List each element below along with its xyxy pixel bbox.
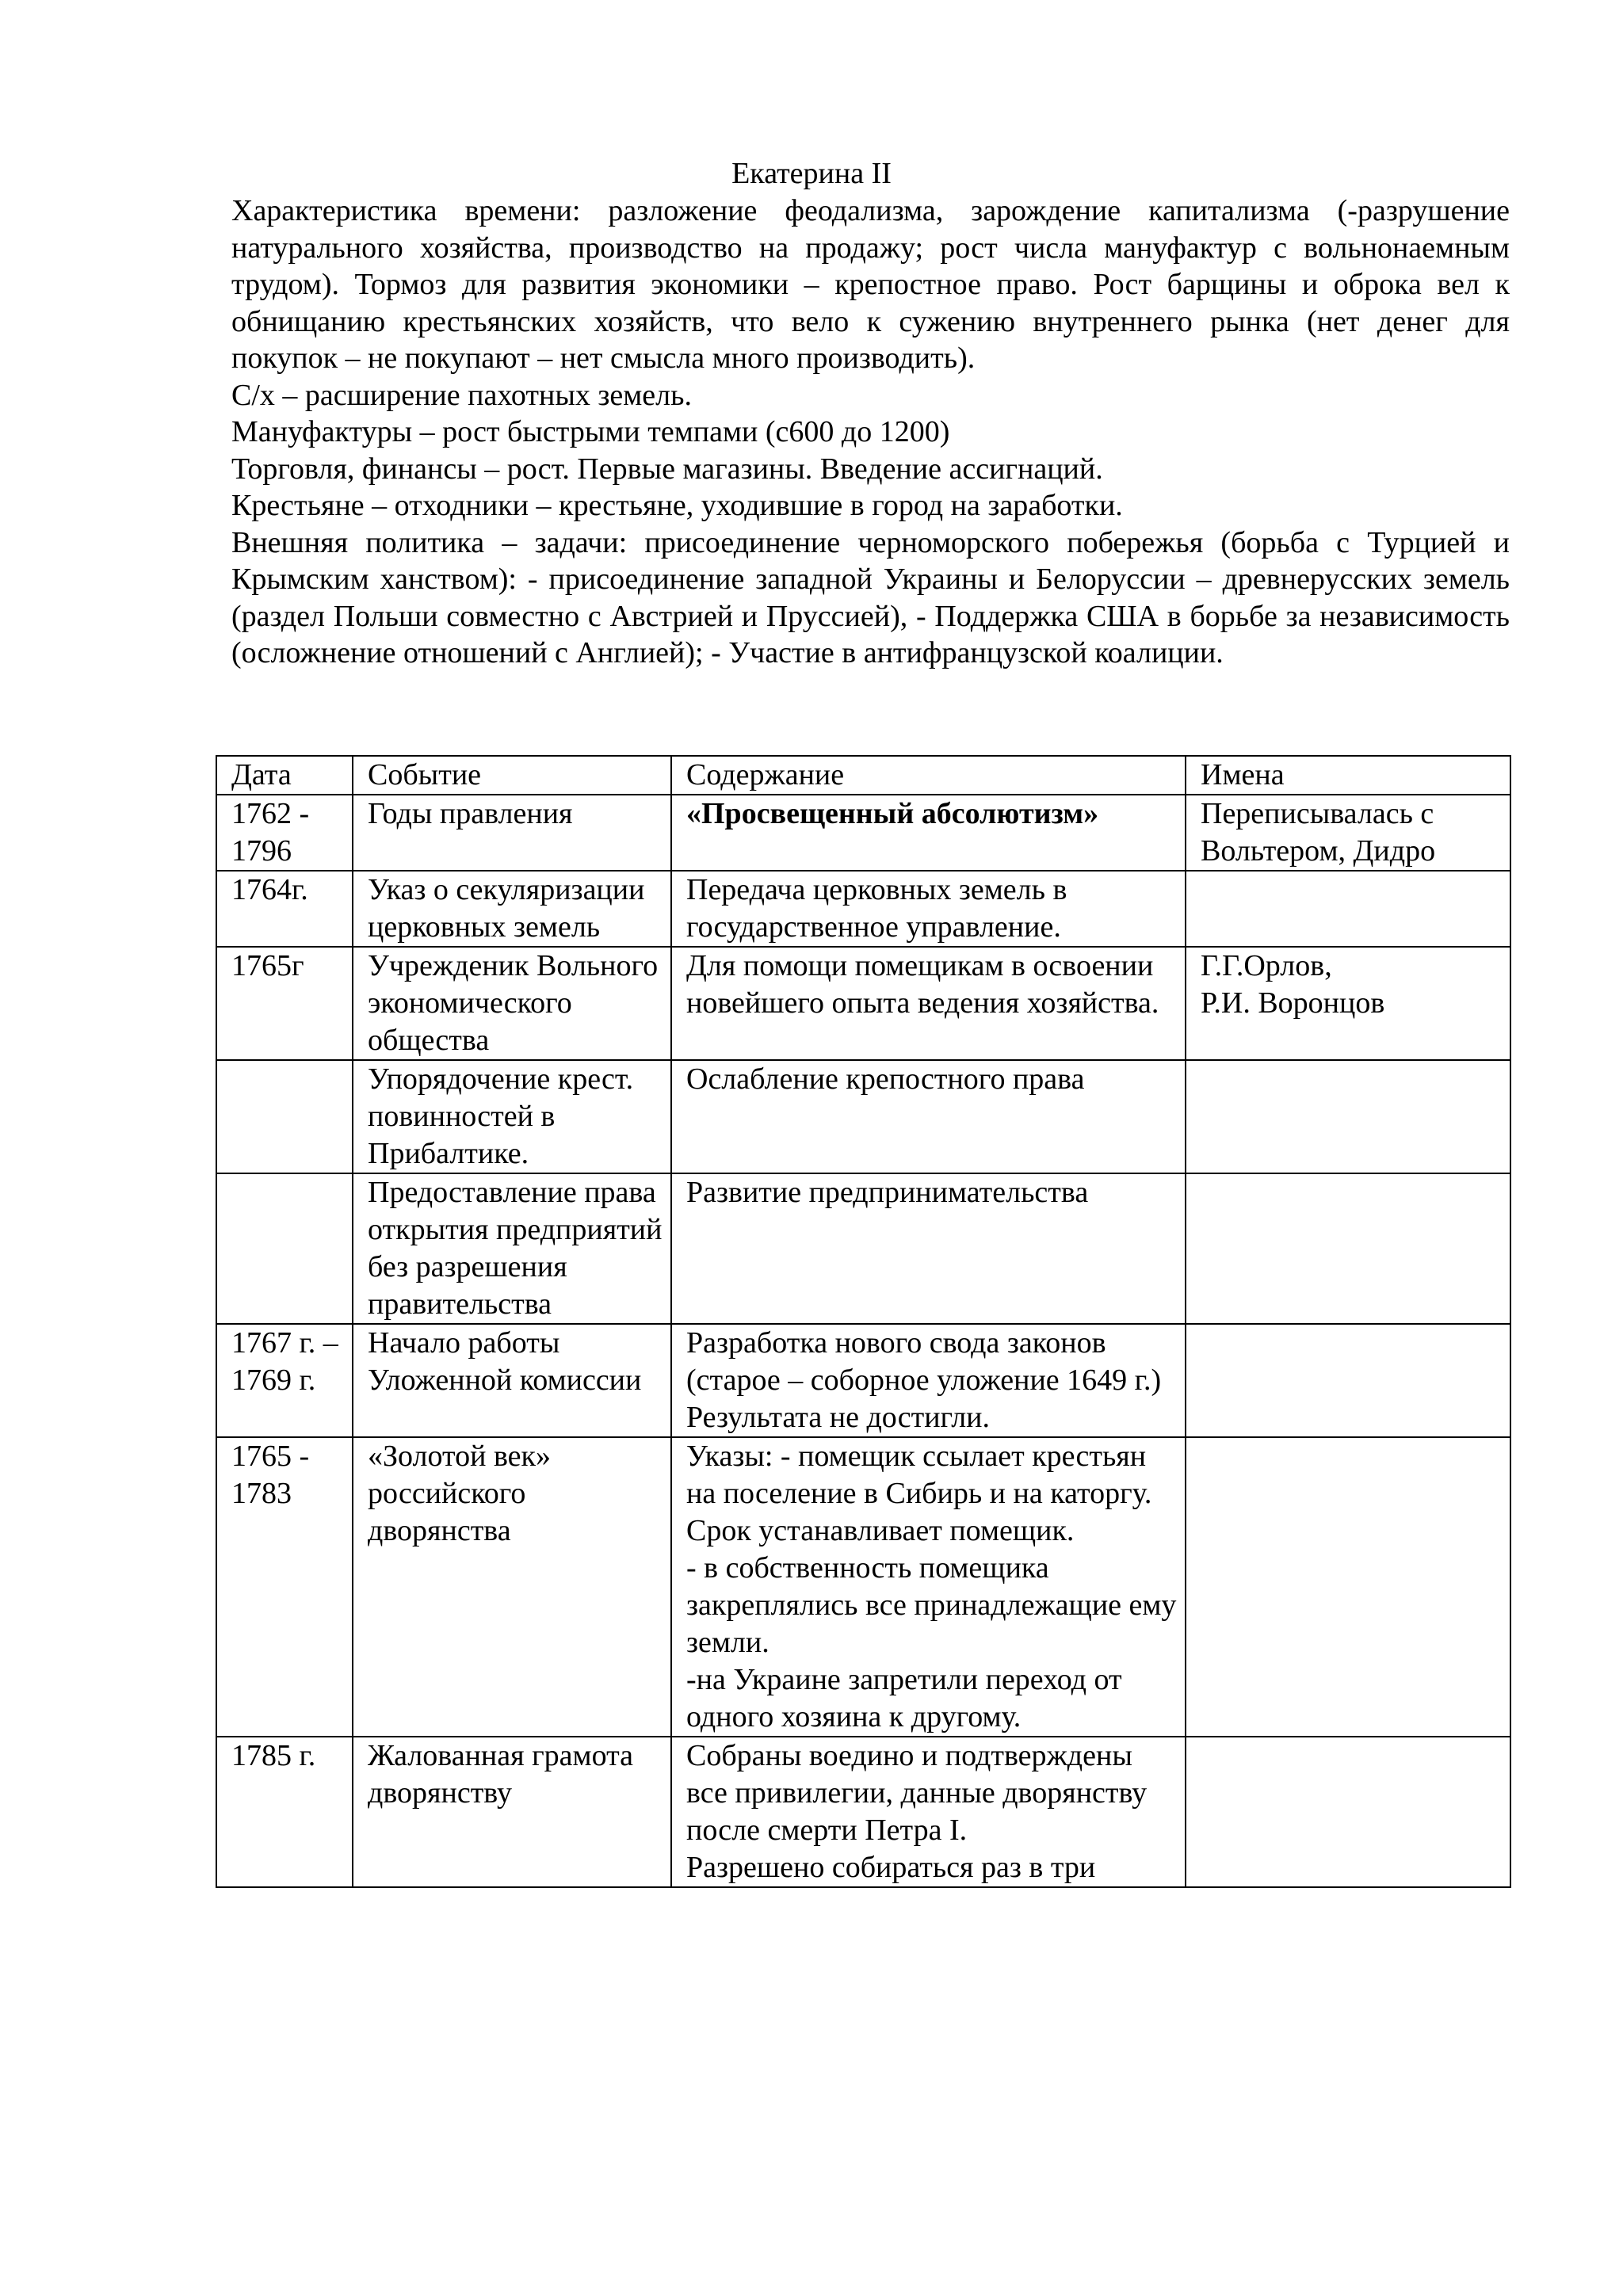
row-content — [671, 947, 1186, 1060]
table-row — [216, 1060, 1510, 1173]
intro-section — [231, 193, 1510, 672]
row-names — [1186, 1173, 1510, 1324]
row-content — [671, 1060, 1186, 1173]
row-event: Жалованная грамота дворянству — [353, 1737, 671, 1887]
content-line: Развитие предпринимательства — [686, 1176, 1089, 1209]
intro-characteristic: Характеристика времени: разложение феодализма, зарождение капитализма (-разрушение натурального хозяйства, производство на продажу; рост числа мануфактур с вольнонаемным трудом). Тормоз для развития экономики – крепостное право. Рост барщины и оброка вел к обнищанию крестьянских хозяйств, что вело к сужению внутреннего рынка (нет денег для покупок – не покупают – нет смысла много производить). — [231, 194, 1510, 375]
content-line: Для помощи помещикам в освоении новейшего опыта ведения хозяйства. — [686, 949, 1159, 1020]
content-line: Результата не достигли. — [686, 1401, 990, 1434]
header-names: Имена — [1186, 756, 1510, 795]
row-content — [671, 1737, 1186, 1887]
row-content — [671, 871, 1186, 947]
intro-peasants: Крестьяне – отходники – крестьяне, уходившие в город на заработки. — [231, 489, 1123, 522]
row-content — [671, 795, 1186, 871]
table-row — [216, 1737, 1510, 1887]
row-names — [1186, 1737, 1510, 1887]
row-names — [1186, 871, 1510, 947]
row-date: 1785 г. — [216, 1737, 353, 1887]
row-content — [671, 1324, 1186, 1437]
row-event: Учрежденик Вольного экономического общества — [353, 947, 671, 1060]
table-row — [216, 1173, 1510, 1324]
row-content — [671, 1173, 1186, 1324]
header-content: Содержание — [671, 756, 1186, 795]
content-line: «Просвещенный абсолютизм» — [686, 797, 1099, 830]
intro-agriculture: С/х – расширение пахотных земель. — [231, 378, 692, 412]
content-line: Разрешено собираться раз в три — [686, 1851, 1096, 1884]
row-event: Упорядочение крест. повинностей в Прибалтике. — [353, 1060, 671, 1173]
row-names: Г.Г.Орлов, Р.И. Воронцов — [1186, 947, 1510, 1060]
table-row — [216, 1324, 1510, 1437]
intro-manufactories: Мануфактуры – рост быстрыми темпами (с600 до 1200) — [231, 415, 950, 448]
row-date: 1767 г. – 1769 г. — [216, 1324, 353, 1437]
content-line: -на Украине запретили переход от одного хозяина к другому. — [686, 1663, 1122, 1733]
row-names — [1186, 1437, 1510, 1737]
table-row — [216, 1437, 1510, 1737]
row-date — [216, 1173, 353, 1324]
row-date: 1765г — [216, 947, 353, 1060]
header-event: Событие — [353, 756, 671, 795]
row-content — [671, 1437, 1186, 1737]
header-date: Дата — [216, 756, 353, 795]
events-table — [216, 755, 1511, 1888]
content-line: Разработка нового свода законов (старое – соборное уложение 1649 г.) — [686, 1326, 1162, 1397]
content-line: Ослабление крепостного права — [686, 1062, 1085, 1096]
intro-trade: Торговля, финансы – рост. Первые магазины. Введение ассигнаций. — [231, 452, 1103, 486]
table-row — [216, 947, 1510, 1060]
row-names: Переписывалась с Вольтером, Дидро — [1186, 795, 1510, 871]
content-line: - в собственность помещика закреплялись все принадлежащие ему земли. — [686, 1551, 1177, 1659]
table-row — [216, 871, 1510, 947]
row-names — [1186, 1060, 1510, 1173]
row-names — [1186, 1324, 1510, 1437]
row-event: Годы правления — [353, 795, 671, 871]
row-date: 1764г. — [216, 871, 353, 947]
row-date — [216, 1060, 353, 1173]
table-header-row — [216, 756, 1510, 795]
row-event: Указ о секуляризации церковных земель — [353, 871, 671, 947]
content-line: Собраны воедино и подтверждены все привилегии, данные дворянству после смерти Петра I. — [686, 1739, 1148, 1847]
row-date: 1765 - 1783 — [216, 1437, 353, 1737]
row-event: «Золотой век» российского дворянства — [353, 1437, 671, 1737]
row-date: 1762 - 1796 — [216, 795, 353, 871]
row-event: Начало работы Уложенной комиссии — [353, 1324, 671, 1437]
row-event: Предоставление права открытия предприятий без разрешения правительства — [353, 1173, 671, 1324]
document-title: Екатерина II — [731, 157, 892, 190]
content-line: Передача церковных земель в государственное управление. — [686, 873, 1067, 944]
content-line: Указы: - помещик ссылает крестьян на поселение в Сибирь и на каторгу. Срок устанавливает помещик. — [686, 1440, 1152, 1547]
intro-foreign-policy: Внешняя политика – задачи: присоединение черноморского побережья (борьба с Турцией и Крымским ханством): - присоединение западной Украины и Белоруссии – древнерусских земель (раздел Польши совместно с Австрией и Пруссией), - Поддержка США в борьбе за независимость (осложнение отношений с Англией); - Участие в антифранцузской коалиции. — [231, 525, 1510, 669]
table-row — [216, 795, 1510, 871]
